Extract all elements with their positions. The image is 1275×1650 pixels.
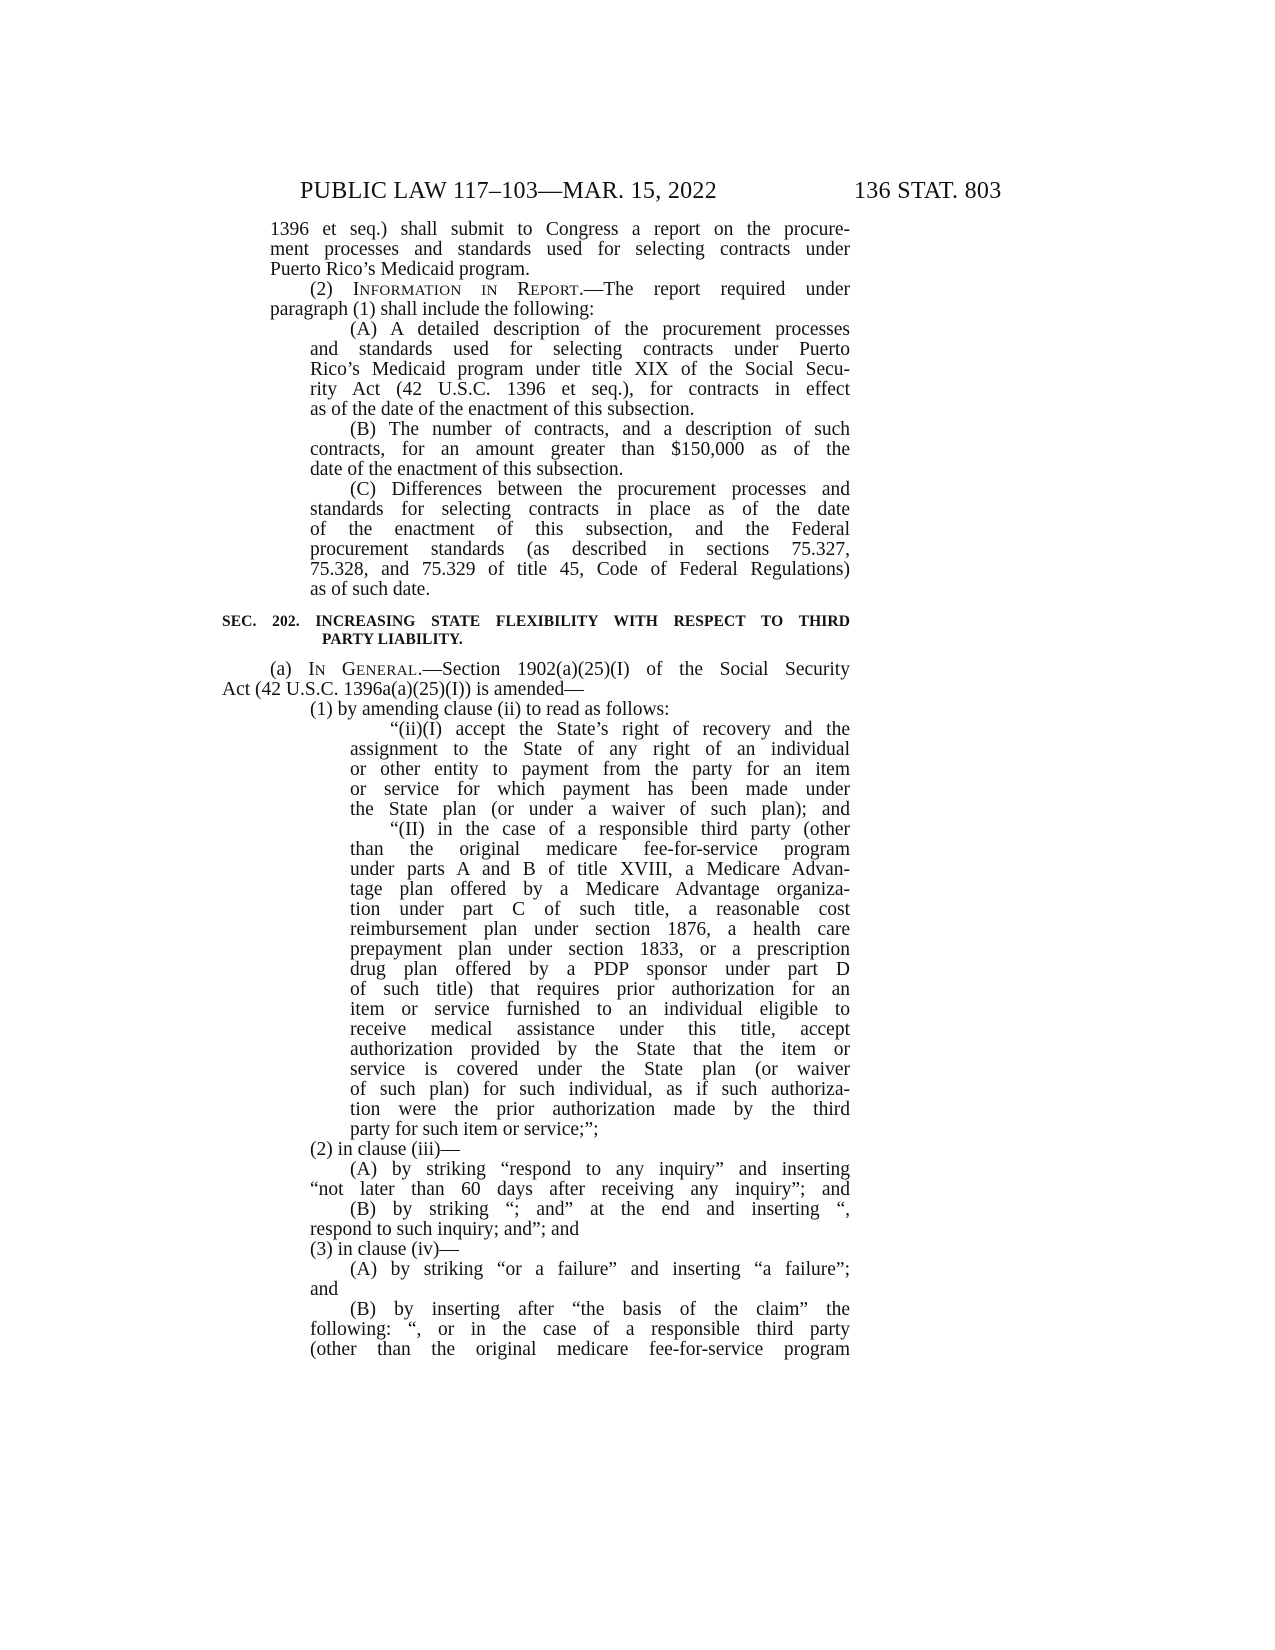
body-text-line: (a) IN GENERAL.—Section 1902(a)(25)(I) of the Social Security	[270, 659, 850, 680]
body-text-line: of such plan) for such individual, as if such authoriza-	[350, 1079, 850, 1100]
body-text-line: date of the enactment of this subsection.	[310, 459, 624, 480]
body-text-line: (A) A detailed description of the procurement processes	[350, 319, 850, 340]
body-text-line: service is covered under the State plan (or waiver	[350, 1059, 850, 1080]
body-text-line: assignment to the State of any right of an individual	[350, 739, 850, 760]
body-text-line: the State plan (or under a waiver of such plan); and	[350, 799, 850, 820]
body-text-line: (1) by amending clause (ii) to read as follows:	[310, 699, 670, 720]
page-stat-number: 136 STAT. 803	[854, 178, 1002, 204]
body-text-line: paragraph (1) shall include the following:	[270, 299, 595, 320]
body-text-line: Act (42 U.S.C. 1396a(a)(25)(I)) is amended—	[222, 679, 584, 700]
body-text-line: respond to such inquiry; and”; and	[310, 1219, 580, 1240]
body-text-line: tage plan offered by a Medicare Advantage organiza-	[350, 879, 850, 900]
body-text-line: (A) by striking “respond to any inquiry” and inserting	[350, 1159, 850, 1180]
body-text-line: (B) by inserting after “the basis of the claim” the	[350, 1299, 850, 1320]
body-text-line: “(ii)(I) accept the State’s right of recovery and the	[390, 719, 850, 740]
body-text-line: (B) The number of contracts, and a description of such	[350, 419, 850, 440]
section-heading-line: PARTY LIABILITY.	[322, 631, 463, 648]
body-text-line: item or service furnished to an individual eligible to	[350, 999, 850, 1020]
body-text-line: (other than the original medicare fee-for-service program	[310, 1339, 850, 1360]
body-text-line: (2) in clause (iii)—	[310, 1139, 460, 1160]
body-text-line: reimbursement plan under section 1876, a health care	[350, 919, 850, 940]
body-text-line: prepayment plan under section 1833, or a prescription	[350, 939, 850, 960]
body-text-line: “(II) in the case of a responsible third party (other	[390, 819, 850, 840]
body-text-line: and standards used for selecting contracts under Puerto	[310, 339, 850, 360]
body-text-line: of such title) that requires prior authorization for an	[350, 979, 850, 1000]
body-text-line: of the enactment of this subsection, and the Federal	[310, 519, 850, 540]
body-text-line: rity Act (42 U.S.C. 1396 et seq.), for contracts in effect	[310, 379, 850, 400]
body-text-line: procurement standards (as described in sections 75.327,	[310, 539, 850, 560]
body-text-line: (B) by striking “; and” at the end and inserting “,	[350, 1199, 850, 1220]
body-text-line: (A) by striking “or a failure” and inserting “a failure”;	[350, 1259, 850, 1280]
body-text-line: than the original medicare fee-for-service program	[350, 839, 850, 860]
body-text-line: as of such date.	[310, 579, 431, 600]
body-text-line: and	[310, 1279, 339, 1300]
body-text-line: standards for selecting contracts in place as of the date	[310, 499, 850, 520]
body-text-line: or other entity to payment from the party for an item	[350, 759, 850, 780]
body-text-line: (3) in clause (iv)—	[310, 1239, 459, 1260]
body-text-line: or service for which payment has been made under	[350, 779, 850, 800]
running-head-title: PUBLIC LAW 117–103—MAR. 15, 2022	[300, 178, 718, 204]
body-text-line: receive medical assistance under this title, accept	[350, 1019, 850, 1040]
body-text-line: under parts A and B of title XVIII, a Medicare Advan-	[350, 859, 850, 880]
body-text-line: Puerto Rico’s Medicaid program.	[270, 259, 530, 280]
body-text-line: ment processes and standards used for selecting contracts under	[270, 239, 850, 260]
body-text-line: tion were the prior authorization made by the third	[350, 1099, 850, 1120]
body-text-line: (2) INFORMATION IN REPORT.—The report required under	[310, 279, 850, 300]
body-text-line: 1396 et seq.) shall submit to Congress a report on the procure-	[270, 219, 850, 240]
body-text-line: tion under part C of such title, a reasonable cost	[350, 899, 850, 920]
body-text-line: as of the date of the enactment of this subsection.	[310, 399, 695, 420]
body-text-line: drug plan offered by a PDP sponsor under part D	[350, 959, 850, 980]
smallcaps-run: ENERAL	[356, 663, 418, 679]
body-text-line: following: “, or in the case of a responsible third party	[310, 1319, 850, 1340]
body-text-line: “not later than 60 days after receiving any inquiry”; and	[310, 1179, 850, 1200]
smallcaps-run: NFORMATION IN	[359, 283, 518, 299]
body-text-line: Rico’s Medicaid program under title XIX of the Social Secu-	[310, 359, 850, 380]
smallcaps-run: N	[314, 663, 342, 679]
body-text-line: party for such item or service;”;	[350, 1119, 599, 1140]
section-heading-line: SEC. 202. INCREASING STATE FLEXIBILITY WITH RESPECT TO THIRD	[222, 613, 850, 630]
body-text-line: (C) Differences between the procurement processes and	[350, 479, 850, 500]
body-text-line: contracts, for an amount greater than $150,000 as of the	[310, 439, 850, 460]
smallcaps-run: EPORT	[530, 283, 579, 299]
body-text-line: 75.328, and 75.329 of title 45, Code of Federal Regulations)	[310, 559, 850, 580]
body-text-line: authorization provided by the State that the item or	[350, 1039, 850, 1060]
